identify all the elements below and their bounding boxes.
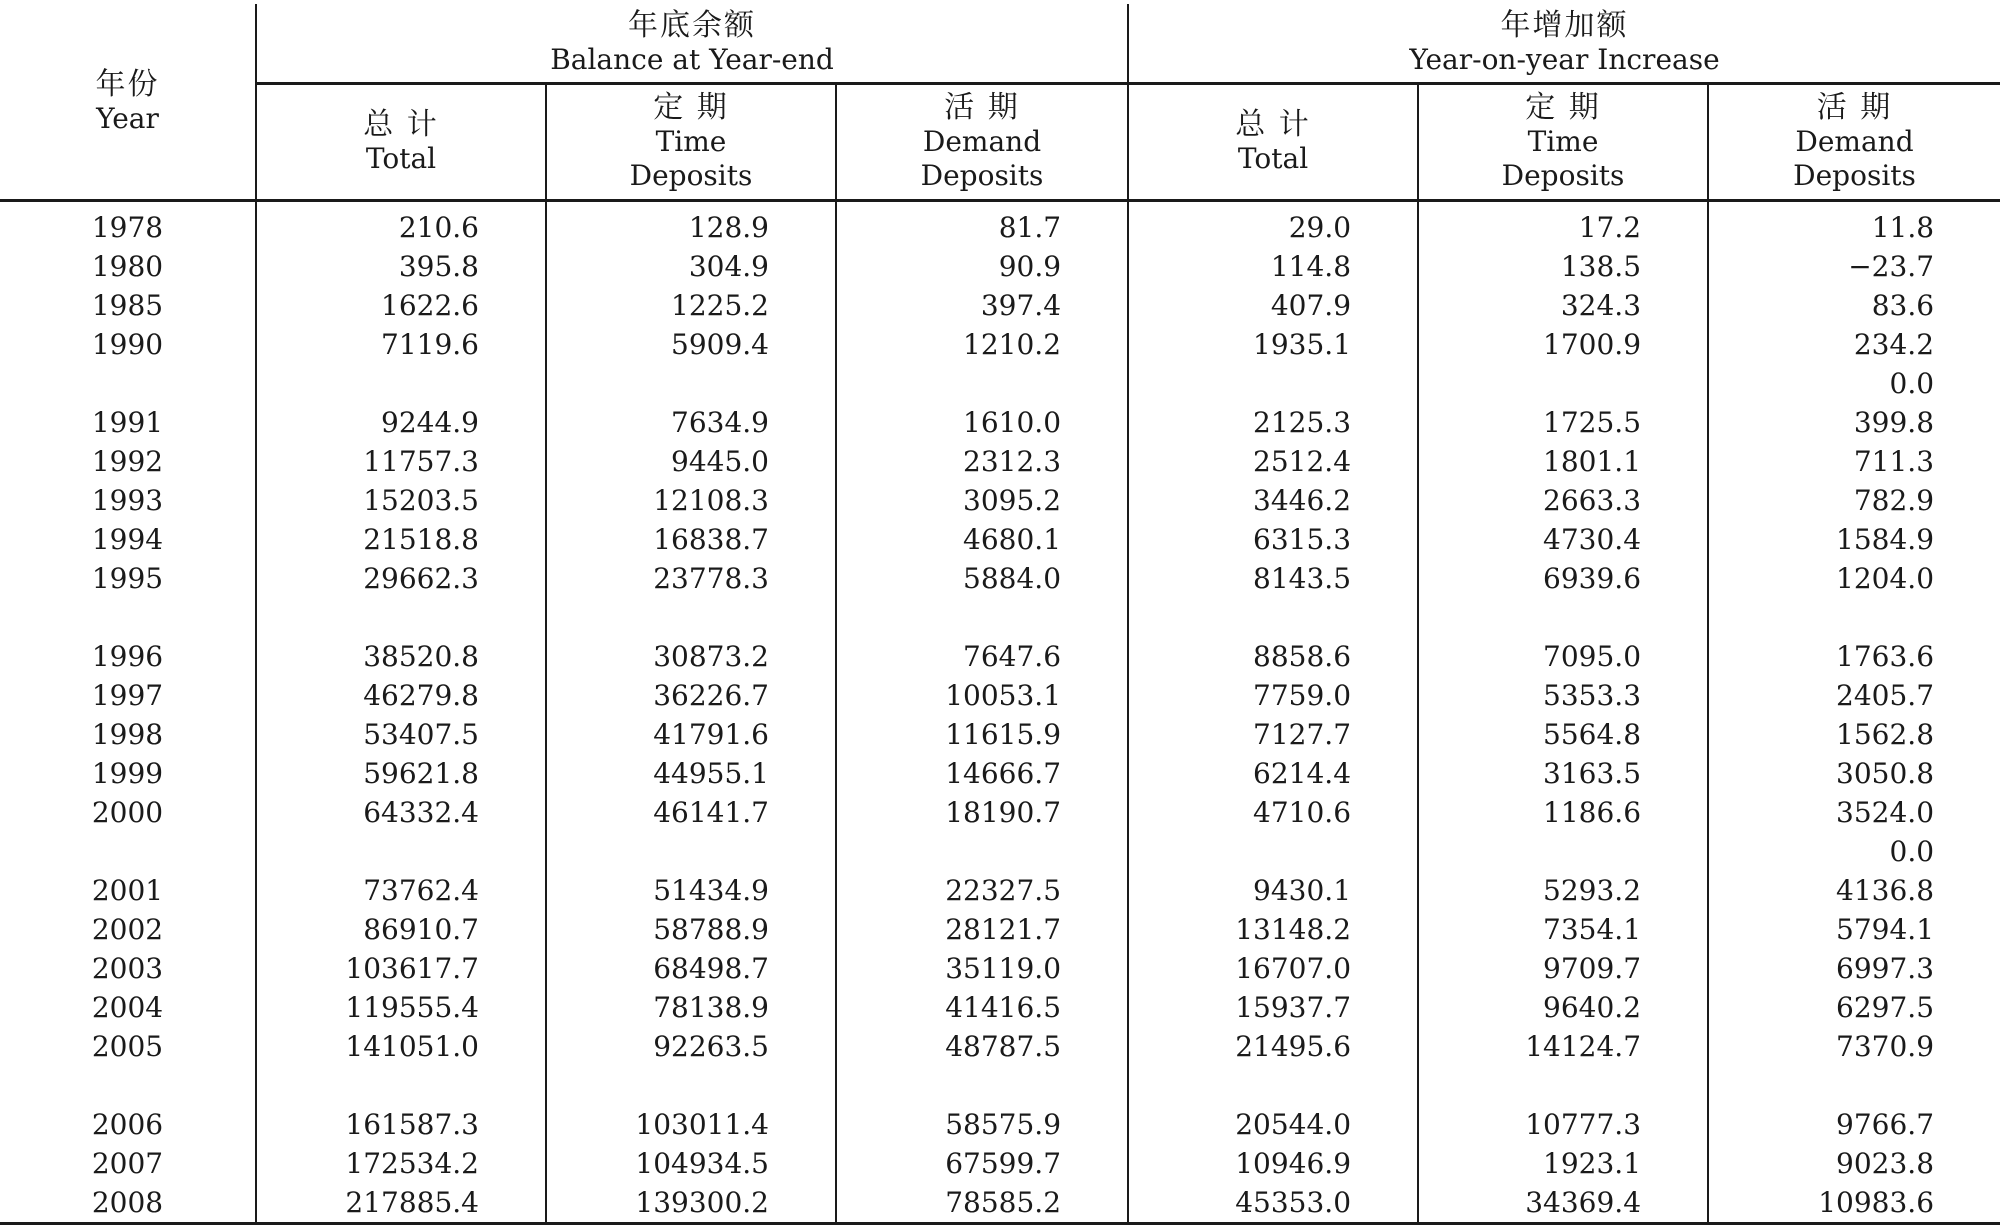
table-row: [0, 481, 2000, 520]
balance-total-cell: [256, 364, 546, 403]
table-row: [0, 1144, 2000, 1183]
increase-demand-cell: 1763.6: [1836, 640, 1935, 673]
increase-time-cell: 3163.5: [1418, 754, 1708, 793]
increase-total-cell: 1935.1: [1128, 325, 1418, 364]
year-cell: 2004: [0, 988, 256, 1027]
balance-total-en: Total: [365, 142, 437, 175]
increase-demand-zh: 活 期: [1816, 90, 1893, 125]
year-cell: 1978: [0, 201, 256, 248]
balance-time-cell: 128.9: [546, 201, 836, 248]
increase-total-cell: 20544.0: [1128, 1105, 1418, 1144]
balance-time-cell: 5909.4: [546, 325, 836, 364]
increase-total-cell: 2512.4: [1128, 442, 1418, 481]
balance-total-cell: 119555.4: [256, 988, 546, 1027]
increase-demand-cell: 10983.6: [1708, 1183, 2000, 1224]
increase-time-cell: 14124.7: [1418, 1027, 1708, 1066]
balance-demand-cell: [836, 1066, 1128, 1105]
increase-group-header: [1128, 4, 2000, 84]
balance-time-cell: 139300.2: [546, 1183, 836, 1224]
table-row: [0, 754, 2000, 793]
increase-total-cell: 16707.0: [1128, 949, 1418, 988]
year-header-en: Year: [96, 101, 159, 135]
balance-demand-cell: 90.9: [836, 247, 1128, 286]
balance-total-zh: 总 计: [363, 107, 439, 142]
balance-total-cell: 7119.6: [256, 325, 546, 364]
table-row: [0, 559, 2000, 598]
increase-total-cell: 6214.4: [1128, 754, 1418, 793]
table-row: [0, 715, 2000, 754]
increase-total-cell: 10946.9: [1128, 1144, 1418, 1183]
increase-total-cell: 3446.2: [1128, 481, 1418, 520]
balance-demand-cell: 41416.5: [836, 988, 1128, 1027]
increase-time-en1: Time: [1527, 125, 1599, 158]
balance-time-cell: 30873.2: [546, 637, 836, 676]
table-row: [0, 832, 2000, 871]
balance-total-cell: 73762.4: [256, 871, 546, 910]
increase-time-cell: 6939.6: [1418, 559, 1708, 598]
increase-demand-en2: Deposits: [1793, 159, 1916, 192]
balance-demand-cell: 48787.5: [836, 1027, 1128, 1066]
table-row: [0, 598, 2000, 637]
balance-demand-cell: 78585.2: [836, 1183, 1128, 1224]
increase-demand-cell: 2405.7: [1836, 679, 1935, 712]
balance-demand-cell: 14666.7: [836, 754, 1128, 793]
balance-demand-cell: [836, 832, 1128, 871]
table-row: [0, 325, 2000, 364]
balance-demand-cell: 58575.9: [836, 1105, 1128, 1144]
balance-total-cell: 15203.5: [256, 481, 546, 520]
increase-demand-cell: 6997.3: [1836, 952, 1935, 985]
increase-total-cell: 8858.6: [1128, 637, 1418, 676]
increase-demand-en1: Demand: [1795, 125, 1914, 158]
balance-time-cell: 304.9: [546, 247, 836, 286]
increase-total-zh: 总 计: [1235, 107, 1311, 142]
balance-demand-cell: [836, 598, 1128, 637]
increase-demand-header: [1708, 84, 2000, 201]
year-cell: [0, 1066, 256, 1105]
balance-demand-cell: 67599.7: [836, 1144, 1128, 1183]
table-header: [0, 4, 2000, 201]
increase-demand-cell: 782.9: [1853, 484, 1935, 517]
balance-total-cell: [256, 598, 546, 637]
increase-time-cell: [1418, 1066, 1708, 1105]
increase-total-cell: 15937.7: [1128, 988, 1418, 1027]
increase-time-cell: [1418, 364, 1708, 403]
increase-demand-cell: 1204.0: [1836, 562, 1935, 595]
table-row: [0, 520, 2000, 559]
increase-time-en2: Deposits: [1501, 159, 1625, 192]
year-cell: [0, 364, 256, 403]
balance-total-cell: 86910.7: [256, 910, 546, 949]
balance-header-zh: 年底余额: [628, 8, 757, 43]
table-row: [0, 988, 2000, 1027]
increase-demand-cell: [1708, 598, 2000, 637]
increase-demand-cell: 1562.8: [1836, 718, 1935, 751]
increase-demand-cell: 3524.0: [1836, 796, 1935, 829]
increase-time-cell: [1418, 598, 1708, 637]
balance-total-cell: 9244.9: [256, 403, 546, 442]
year-cell: 2006: [0, 1105, 256, 1144]
balance-demand-cell: 35119.0: [836, 949, 1128, 988]
increase-total-cell: 4710.6: [1128, 793, 1418, 832]
table-row: [0, 201, 2000, 248]
balance-time-cell: [546, 1066, 836, 1105]
increase-time-cell: 7354.1: [1418, 910, 1708, 949]
balance-total-cell: [256, 1066, 546, 1105]
increase-total-cell: 7127.7: [1128, 715, 1418, 754]
increase-demand-cell: 7370.9: [1836, 1030, 1935, 1063]
balance-demand-en1: Demand: [922, 125, 1042, 158]
table-row: [0, 871, 2000, 910]
increase-total-cell: 407.9: [1128, 286, 1418, 325]
increase-demand-cell: 4136.8: [1836, 874, 1935, 907]
table-row: [0, 676, 2000, 715]
balance-time-cell: 46141.7: [546, 793, 836, 832]
increase-time-cell: 10777.3: [1418, 1105, 1708, 1144]
balance-time-en1: Time: [655, 125, 727, 158]
balance-time-cell: 36226.7: [546, 676, 836, 715]
balance-total-cell: [256, 832, 546, 871]
increase-total-cell: 7759.0: [1128, 676, 1418, 715]
table-row: [0, 910, 2000, 949]
balance-total-cell: 395.8: [256, 247, 546, 286]
balance-demand-cell: 7647.6: [836, 637, 1128, 676]
balance-time-cell: [546, 832, 836, 871]
balance-total-cell: 210.6: [256, 201, 546, 248]
balance-time-cell: 9445.0: [546, 442, 836, 481]
increase-time-cell: 9640.2: [1418, 988, 1708, 1027]
increase-demand-cell: 399.8: [1853, 406, 1935, 439]
year-cell: 2002: [0, 910, 256, 949]
year-cell: 1997: [0, 676, 256, 715]
balance-demand-cell: 22327.5: [836, 871, 1128, 910]
increase-total-en: Total: [1237, 142, 1309, 175]
table-row: [0, 1105, 2000, 1144]
increase-time-cell: 9709.7: [1418, 949, 1708, 988]
balance-time-cell: 16838.7: [546, 520, 836, 559]
balance-demand-zh: 活 期: [944, 90, 1020, 125]
year-cell: 1985: [0, 286, 256, 325]
table-row: [0, 1183, 2000, 1224]
increase-total-cell: 2125.3: [1128, 403, 1418, 442]
balance-total-cell: 217885.4: [256, 1183, 546, 1224]
balance-total-cell: 161587.3: [256, 1105, 546, 1144]
year-cell: 2008: [0, 1183, 256, 1224]
balance-demand-cell: 5884.0: [836, 559, 1128, 598]
increase-demand-cell: 1584.9: [1836, 523, 1935, 556]
year-cell: 1998: [0, 715, 256, 754]
increase-total-cell: [1128, 1066, 1418, 1105]
balance-total-cell: 103617.7: [256, 949, 546, 988]
increase-demand-cell: −23.7: [1848, 250, 1935, 283]
increase-total-cell: 9430.1: [1128, 871, 1418, 910]
increase-total-cell: 6315.3: [1128, 520, 1418, 559]
balance-total-cell: 11757.3: [256, 442, 546, 481]
increase-time-header: [1418, 84, 1708, 201]
balance-total-cell: 29662.3: [256, 559, 546, 598]
increase-total-cell: [1128, 598, 1418, 637]
year-cell: 2003: [0, 949, 256, 988]
balance-total-cell: 53407.5: [256, 715, 546, 754]
increase-demand-cell: 711.3: [1853, 445, 1935, 478]
table-row: [0, 403, 2000, 442]
increase-total-cell: 114.8: [1128, 247, 1418, 286]
increase-total-cell: 8143.5: [1128, 559, 1418, 598]
increase-demand-cell: 234.2: [1853, 328, 1935, 361]
balance-demand-header: [836, 84, 1128, 201]
increase-demand-cell: 0.0: [1889, 835, 1935, 868]
year-cell: 1980: [0, 247, 256, 286]
balance-time-cell: 44955.1: [546, 754, 836, 793]
deposit-statistics-table: [0, 4, 2000, 1225]
increase-time-cell: 324.3: [1418, 286, 1708, 325]
balance-time-cell: [546, 598, 836, 637]
balance-total-cell: 38520.8: [256, 637, 546, 676]
year-cell: 2001: [0, 871, 256, 910]
balance-time-cell: 51434.9: [546, 871, 836, 910]
balance-group-header: [256, 4, 1128, 84]
balance-total-cell: 1622.6: [256, 286, 546, 325]
table-row: [0, 442, 2000, 481]
year-cell: 2005: [0, 1027, 256, 1066]
balance-demand-cell: 11615.9: [836, 715, 1128, 754]
balance-total-cell: 64332.4: [256, 793, 546, 832]
balance-time-cell: 1225.2: [546, 286, 836, 325]
balance-demand-cell: 18190.7: [836, 793, 1128, 832]
year-cell: 1999: [0, 754, 256, 793]
balance-demand-cell: 10053.1: [836, 676, 1128, 715]
year-cell: 2007: [0, 1144, 256, 1183]
year-cell: 1990: [0, 325, 256, 364]
increase-header-en: Year-on-year Increase: [1409, 43, 1720, 76]
increase-demand-cell: 5794.1: [1836, 913, 1935, 946]
balance-total-cell: 141051.0: [256, 1027, 546, 1066]
increase-demand-cell: 83.6: [1871, 289, 1935, 322]
increase-time-cell: 1923.1: [1418, 1144, 1708, 1183]
table-body: [0, 201, 2000, 1224]
balance-time-cell: 7634.9: [546, 403, 836, 442]
table-row: [0, 247, 2000, 286]
increase-total-cell: [1128, 364, 1418, 403]
year-cell: 1992: [0, 442, 256, 481]
balance-time-cell: 41791.6: [546, 715, 836, 754]
balance-total-cell: 172534.2: [256, 1144, 546, 1183]
increase-total-cell: 45353.0: [1128, 1183, 1418, 1224]
increase-time-cell: 5293.2: [1418, 871, 1708, 910]
table-row: [0, 1066, 2000, 1105]
year-cell: 1993: [0, 481, 256, 520]
increase-time-zh: 定 期: [1525, 90, 1601, 125]
increase-total-header: [1128, 84, 1418, 201]
increase-demand-cell: 11.8: [1871, 211, 1935, 244]
table-row: [0, 793, 2000, 832]
increase-time-cell: 4730.4: [1418, 520, 1708, 559]
year-cell: 1996: [0, 637, 256, 676]
increase-demand-cell: [1708, 1066, 2000, 1105]
balance-time-cell: 103011.4: [546, 1105, 836, 1144]
balance-total-header: [256, 84, 546, 201]
year-cell: 1991: [0, 403, 256, 442]
increase-time-cell: 1186.6: [1418, 793, 1708, 832]
balance-demand-cell: 4680.1: [836, 520, 1128, 559]
increase-total-cell: 21495.6: [1128, 1027, 1418, 1066]
table-row: [0, 364, 2000, 403]
year-cell: [0, 598, 256, 637]
balance-time-header: [546, 84, 836, 201]
balance-time-cell: [546, 364, 836, 403]
year-cell: 1995: [0, 559, 256, 598]
balance-total-cell: 59621.8: [256, 754, 546, 793]
increase-demand-cell: 3050.8: [1836, 757, 1935, 790]
balance-time-cell: 12108.3: [546, 481, 836, 520]
increase-time-cell: [1418, 832, 1708, 871]
table-row: [0, 637, 2000, 676]
balance-demand-cell: 1610.0: [836, 403, 1128, 442]
balance-time-cell: 68498.7: [546, 949, 836, 988]
increase-time-cell: 1725.5: [1418, 403, 1708, 442]
balance-total-cell: 46279.8: [256, 676, 546, 715]
increase-total-cell: [1128, 832, 1418, 871]
year-cell: 2000: [0, 793, 256, 832]
increase-demand-cell: 0.0: [1889, 367, 1935, 400]
balance-demand-cell: 28121.7: [836, 910, 1128, 949]
balance-demand-en2: Deposits: [920, 159, 1044, 192]
balance-demand-cell: 3095.2: [836, 481, 1128, 520]
balance-time-zh: 定 期: [653, 90, 729, 125]
table-row: [0, 949, 2000, 988]
table-row: [0, 286, 2000, 325]
year-cell: [0, 832, 256, 871]
balance-time-cell: 78138.9: [546, 988, 836, 1027]
year-cell: 1994: [0, 520, 256, 559]
balance-total-cell: 21518.8: [256, 520, 546, 559]
increase-time-cell: 1700.9: [1418, 325, 1708, 364]
increase-total-cell: 29.0: [1128, 201, 1418, 248]
increase-time-cell: 1801.1: [1418, 442, 1708, 481]
balance-time-cell: 104934.5: [546, 1144, 836, 1183]
increase-total-cell: 13148.2: [1128, 910, 1418, 949]
increase-header-zh: 年增加额: [1500, 8, 1629, 43]
increase-demand-cell: 9766.7: [1836, 1108, 1935, 1141]
increase-time-cell: 34369.4: [1418, 1183, 1708, 1224]
balance-demand-cell: 397.4: [836, 286, 1128, 325]
increase-time-cell: 5564.8: [1418, 715, 1708, 754]
increase-time-cell: 2663.3: [1418, 481, 1708, 520]
increase-demand-cell: 6297.5: [1836, 991, 1935, 1024]
increase-time-cell: 17.2: [1418, 201, 1708, 248]
year-column-header: [0, 4, 256, 201]
balance-time-cell: 58788.9: [546, 910, 836, 949]
balance-demand-cell: 81.7: [836, 201, 1128, 248]
balance-header-en: Balance at Year-end: [550, 43, 834, 76]
increase-time-cell: 5353.3: [1418, 676, 1708, 715]
increase-time-cell: 7095.0: [1418, 637, 1708, 676]
year-header-zh: 年份: [95, 66, 160, 102]
increase-time-cell: 138.5: [1418, 247, 1708, 286]
balance-demand-cell: 2312.3: [836, 442, 1128, 481]
table-row: [0, 1027, 2000, 1066]
increase-demand-cell: 9023.8: [1836, 1147, 1935, 1180]
balance-time-cell: 23778.3: [546, 559, 836, 598]
balance-time-en2: Deposits: [629, 159, 753, 192]
balance-time-cell: 92263.5: [546, 1027, 836, 1066]
balance-demand-cell: [836, 364, 1128, 403]
balance-demand-cell: 1210.2: [836, 325, 1128, 364]
